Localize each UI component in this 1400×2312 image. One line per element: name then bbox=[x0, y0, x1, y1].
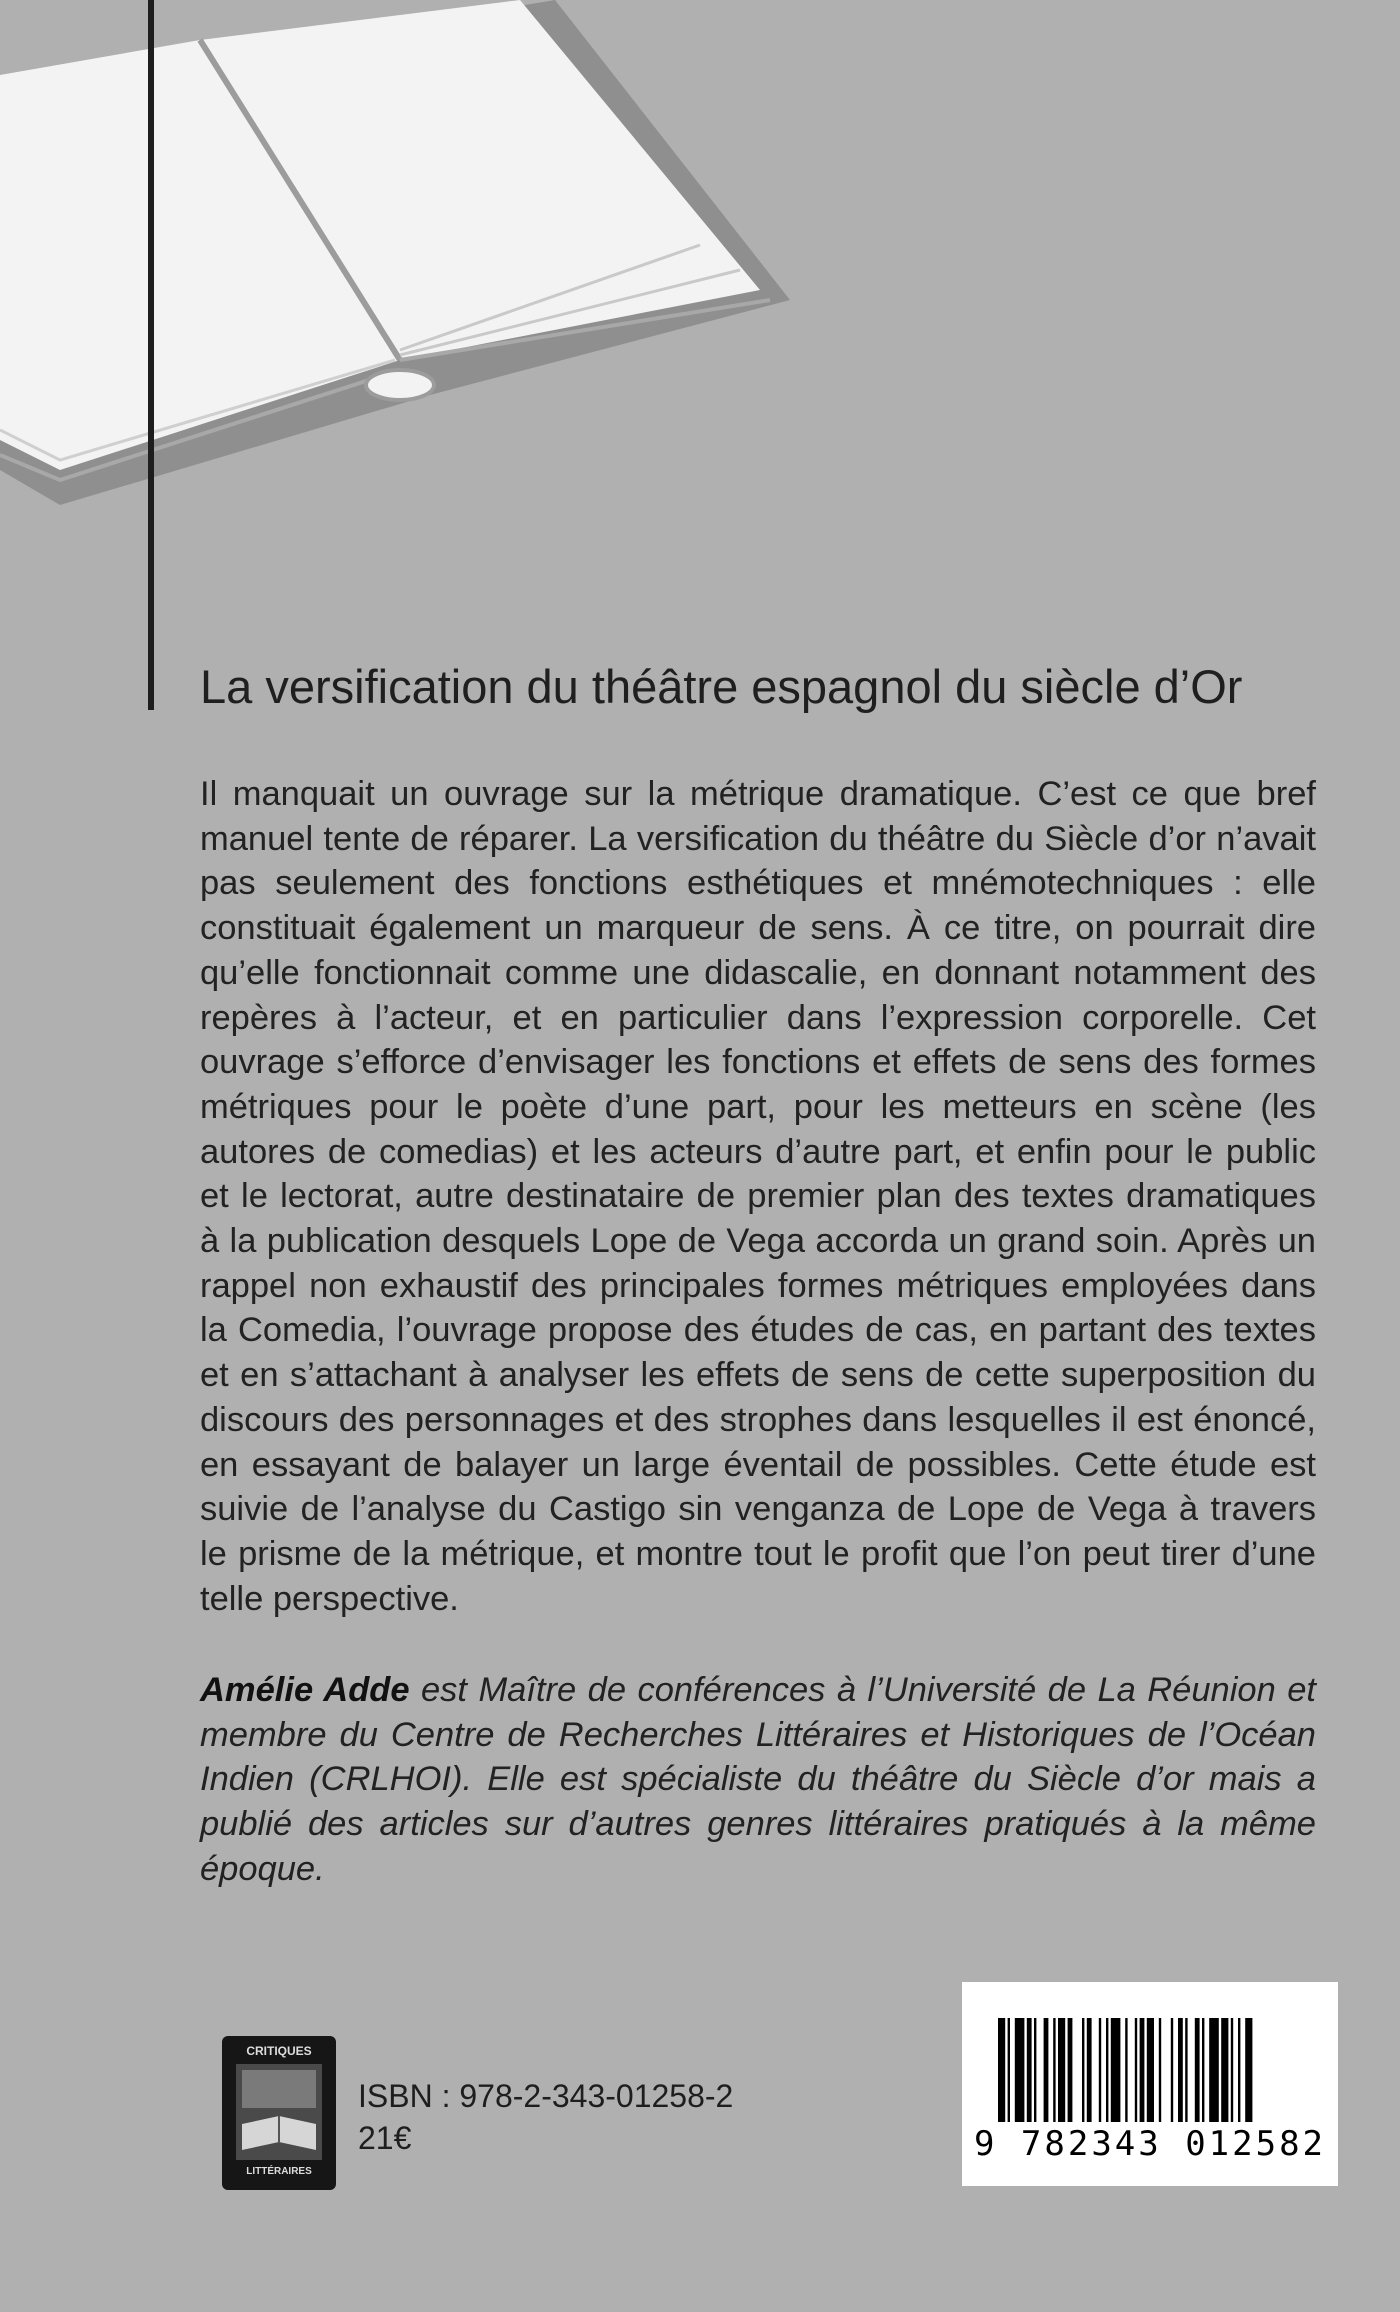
barcode-bar bbox=[1245, 2018, 1252, 2122]
barcode-bar bbox=[1015, 2018, 1025, 2122]
collection-book-icon bbox=[236, 2064, 322, 2160]
barcode-bar bbox=[1106, 2018, 1108, 2122]
barcode bbox=[962, 1982, 1338, 2186]
barcode-bars bbox=[998, 2018, 1302, 2122]
author-bio bbox=[200, 1668, 1316, 1892]
barcode-bar bbox=[1147, 2018, 1154, 2122]
barcode-bar bbox=[1140, 2018, 1145, 2122]
vertical-rule bbox=[148, 0, 154, 710]
barcode-bar bbox=[1221, 2018, 1228, 2122]
isbn-text: ISBN : 978-2-343-01258-2 bbox=[358, 2078, 734, 2114]
collection-logo-bottom-label: LITTÉRAIRES bbox=[246, 2166, 312, 2177]
barcode-bar bbox=[1111, 2018, 1121, 2122]
barcode-bar bbox=[1068, 2018, 1073, 2122]
price-text: 21€ bbox=[358, 2120, 412, 2156]
book-title: La versification du théâtre espagnol du siècle d’Or bbox=[200, 660, 1243, 713]
barcode-bar bbox=[1231, 2018, 1233, 2122]
author-bio-text: est Maître de conférences à l’Université de La Réunion et membre du Centre de Recherches Littéraires et Historiques de l’Océan Indien (CRLHOI). Elle est spécialiste du théâtre du Siècle d’or mais a publié des articles sur d’autres genres littéraires pratiqués à la même époque. bbox=[200, 1671, 1316, 1888]
barcode-bar bbox=[1008, 2018, 1010, 2122]
barcode-bar bbox=[1135, 2018, 1137, 2122]
barcode-bar bbox=[1202, 2018, 1204, 2122]
collection-logo bbox=[222, 2036, 336, 2190]
barcode-bar bbox=[1058, 2018, 1065, 2122]
barcode-bar bbox=[1185, 2018, 1187, 2122]
barcode-bar bbox=[1099, 2018, 1101, 2122]
barcode-bar bbox=[1082, 2018, 1084, 2122]
barcode-bar bbox=[1238, 2018, 1240, 2122]
barcode-bar bbox=[1034, 2018, 1036, 2122]
barcode-bar bbox=[1171, 2018, 1173, 2122]
barcode-bar bbox=[1044, 2018, 1049, 2122]
barcode-bar bbox=[1178, 2018, 1183, 2122]
open-book-illustration bbox=[0, 0, 820, 560]
book-description: Il manquait un ouvrage sur la métrique dramatique. C’est ce que bref manuel tente de réparer. La versification du théâtre du Siècle d’or n’avait pas seulement des fonctions esthétiques et mnémotechniques : elle constituait également un marqueur de sens. À ce titre, on pourrait dire qu’elle fonctionnait comme une didascalie, en donnant notamment des repères à l’acteur, et en particulier dans l’expression corporelle. Cet ouvrage s’efforce d’envisager les fonctions et effets de sens des formes métriques pour le poète d’une part, pour les metteurs en scène (les autores de comedias) et les acteurs d’autre part, et enfin pour le public et le lectorat, autre destinataire de premier plan des textes dramatiques à la publication desquels Lope de Vega accorda un grand soin. Après un rappel non exhaustif des principales formes métriques employées dans la Comedia, l’ouvrage propose des études de cas, en partant des textes et en s’attachant à analyser les effets de sens de cette superposition du discours des personnages et des strophes dans lesquelles il est énoncé, en essayant de balayer un large éventail de possibles. Cette étude est suivie de l’analyse du Castigo sin venganza de Lope de Vega à travers le prisme de la métrique, et montre tout le profit que l’on peut tirer d’une telle perspective. bbox=[200, 775, 1316, 1618]
barcode-bar bbox=[1195, 2018, 1200, 2122]
barcode-bar bbox=[1159, 2018, 1161, 2122]
barcode-bar bbox=[1209, 2018, 1219, 2122]
barcode-bar bbox=[1027, 2018, 1032, 2122]
barcode-bar bbox=[1125, 2018, 1127, 2122]
barcode-bar bbox=[1087, 2018, 1092, 2122]
collection-logo-top-label: CRITIQUES bbox=[246, 2044, 312, 2058]
barcode-bar bbox=[1053, 2018, 1055, 2122]
author-name: Amélie Adde bbox=[200, 1671, 410, 1709]
barcode-bar bbox=[998, 2018, 1005, 2122]
barcode-digits: 9 782343 012582 bbox=[973, 2124, 1327, 2164]
isbn-price-block bbox=[358, 2075, 733, 2159]
